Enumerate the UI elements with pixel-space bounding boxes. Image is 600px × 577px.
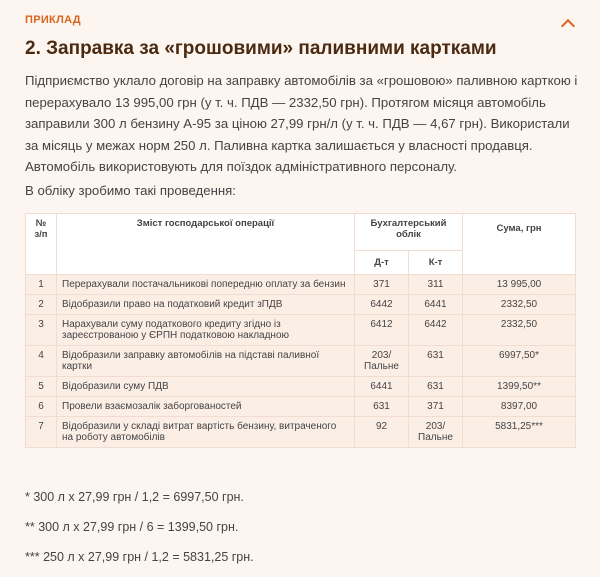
cell-credit: 6442 <box>409 315 463 346</box>
footnote-2: ** 300 л х 27,99 грн / 6 = 1399,50 грн. <box>25 520 239 534</box>
table-intro: В обліку зробимо такі проведення: <box>25 183 236 198</box>
cell-sum: 1399,50** <box>463 377 576 397</box>
postings-table <box>25 213 576 448</box>
header-accounting: Бухгалтерський облік <box>355 214 463 251</box>
cell-credit: 631 <box>409 346 463 377</box>
chevron-up-icon[interactable] <box>561 19 575 33</box>
cell-debit: 203/ Пальне <box>355 346 409 377</box>
cell-sum: 2332,50 <box>463 295 576 315</box>
cell-credit: 311 <box>409 275 463 295</box>
cell-content: Провели взаємозалік заборгованостей <box>57 397 355 417</box>
cell-no: 4 <box>26 346 57 377</box>
description-paragraph: Підприємство уклало договір на заправку автомобілів за «грошовою» паливною карткою і перерахувало 13 995,00 грн (у т. ч. ПДВ — 2332,50 грн). Протягом місяця автомобіль заправили 300 л бензину А-95 за ціною 27,99 грн/л (у т. ч. ПДВ — 4,67 грн). Використали за місяць у межах норм 250 л. Паливна картка залишається у власності продавця. Автомобіль використовують для поїздок адміністративного персоналу. <box>25 73 578 174</box>
table-row <box>26 346 576 377</box>
cell-content: Відобразили суму ПДВ <box>57 377 355 397</box>
cell-sum: 5831,25*** <box>463 417 576 448</box>
cell-credit: 631 <box>409 377 463 397</box>
cell-debit: 6412 <box>355 315 409 346</box>
footnote-3: *** 250 л х 27,99 грн / 1,2 = 5831,25 грн. <box>25 550 254 564</box>
cell-credit: 203/ Пальне <box>409 417 463 448</box>
cell-content: Відобразили право на податковий кредит зПДВ <box>57 295 355 315</box>
example-label: ПРИКЛАД <box>25 14 81 26</box>
table-row <box>26 397 576 417</box>
header-credit: К-т <box>409 251 463 275</box>
cell-no: 6 <box>26 397 57 417</box>
table-row <box>26 417 576 448</box>
cell-debit: 6441 <box>355 377 409 397</box>
header-no: № з/п <box>26 214 57 275</box>
table-row <box>26 275 576 295</box>
cell-credit: 6441 <box>409 295 463 315</box>
cell-debit: 92 <box>355 417 409 448</box>
cell-content: Відобразили заправку автомобілів на підставі паливної картки <box>57 346 355 377</box>
cell-no: 3 <box>26 315 57 346</box>
cell-no: 5 <box>26 377 57 397</box>
cell-sum: 6997,50* <box>463 346 576 377</box>
cell-content: Нарахували суму податкового кредиту згідно із зареєстрованою у ЄРПН податковою накладною <box>57 315 355 346</box>
cell-debit: 631 <box>355 397 409 417</box>
cell-no: 1 <box>26 275 57 295</box>
cell-sum: 13 995,00 <box>463 275 576 295</box>
table-row <box>26 377 576 397</box>
cell-sum: 2332,50 <box>463 315 576 346</box>
header-sum: Сума, грн <box>463 214 576 275</box>
table-row <box>26 315 576 346</box>
cell-debit: 6442 <box>355 295 409 315</box>
cell-no: 7 <box>26 417 57 448</box>
cell-debit: 371 <box>355 275 409 295</box>
section-title: 2. Заправка за «грошовими» паливними картками <box>25 38 497 59</box>
cell-content: Перерахували постачальникові попередню оплату за бензин <box>57 275 355 295</box>
cell-no: 2 <box>26 295 57 315</box>
cell-credit: 371 <box>409 397 463 417</box>
header-content: Зміст господарської операції <box>57 214 355 275</box>
cell-sum: 8397,00 <box>463 397 576 417</box>
table-row <box>26 295 576 315</box>
footnote-1: * 300 л х 27,99 грн / 1,2 = 6997,50 грн. <box>25 490 244 504</box>
cell-content: Відобразили у складі витрат вартість бензину, витраченого на роботу автомобілів <box>57 417 355 448</box>
header-debit: Д-т <box>355 251 409 275</box>
